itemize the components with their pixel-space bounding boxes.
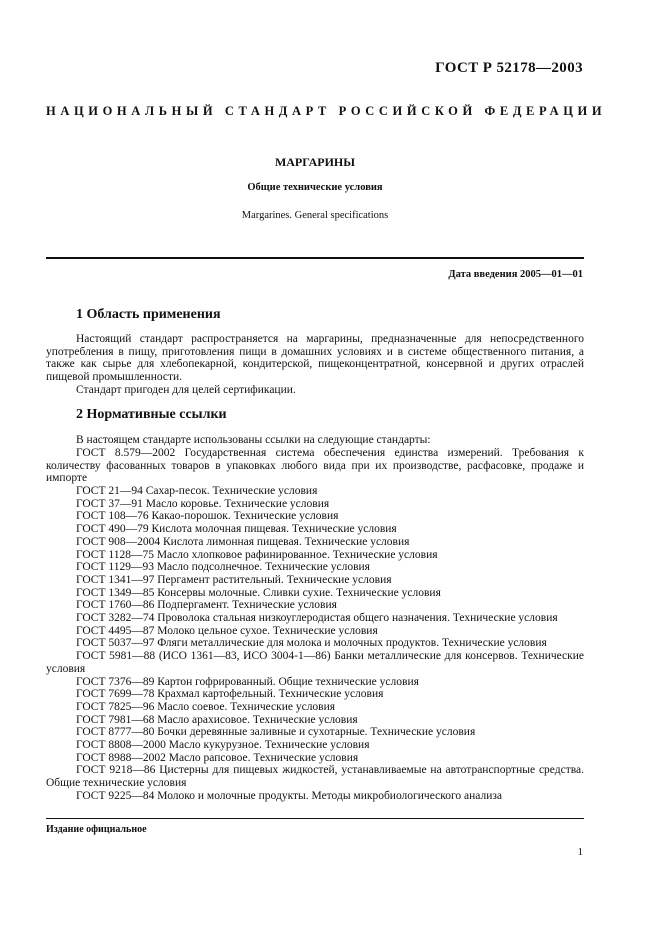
reference-item: ГОСТ 1128—75 Масло хлопковое рафинированное. Технические условия (76, 548, 438, 561)
section-heading-references: 2 Нормативные ссылки (76, 407, 227, 422)
footer-divider (46, 818, 584, 819)
reference-item: ГОСТ 8988—2002 Масло рапсовое. Технические условия (76, 751, 359, 764)
reference-item: ГОСТ 7699—78 Крахмал картофельный. Технические условия (76, 688, 384, 701)
reference-item: ГОСТ 9225—84 Молоко и молочные продукты. Методы микробиологического анализа (76, 789, 503, 802)
reference-item: ГОСТ 37—91 Масло коровье. Технические условия (76, 497, 330, 510)
reference-item: ГОСТ 7981—68 Масло арахисовое. Технические условия (76, 713, 358, 726)
reference-item: ГОСТ 8.579—2002 Государственная система обеспечения единства измерений. Требования к количеству фасованных товаров в упаковках любого вида при их производстве, расфасовке, продаже и импорте (46, 447, 584, 485)
reference-item: ГОСТ 7376—89 Картон гофрированный. Общие технические условия (76, 675, 419, 688)
introduction-date: Дата введения 2005—01—01 (448, 269, 583, 280)
page-number: 1 (577, 846, 583, 858)
scope-paragraph: Настоящий стандарт распространяется на маргарины, предназначенные для непосредственного употребления в пищу, приготовления пищи в домашних условиях и в системе общественного питания, а также как сырье для хлебопекарной, кондитерской, пищеконцентратной, консервной и других отраслей пищевой промышленности. (46, 333, 584, 384)
reference-item: ГОСТ 908—2004 Кислота лимонная пищевая. Технические условия (76, 535, 410, 548)
reference-item: ГОСТ 8808—2000 Масло кукурузное. Технические условия (76, 739, 370, 752)
reference-item: ГОСТ 108—76 Какао-порошок. Технические условия (76, 510, 339, 523)
references-list (46, 485, 584, 803)
reference-item: ГОСТ 5037—97 Фляги металлические для молока и молочных продуктов. Технические условия (76, 637, 547, 650)
references-intro: В настоящем стандарте использованы ссылки на следующие стандарты: (76, 434, 431, 446)
header-divider (46, 257, 584, 259)
reference-item: ГОСТ 1341—97 Пергамент растительный. Технические условия (76, 573, 392, 586)
reference-item: ГОСТ 1760—86 Подпергамент. Технические условия (76, 599, 337, 612)
document-title: МАРГАРИНЫ (274, 155, 356, 169)
reference-item: ГОСТ 490—79 Кислота молочная пищевая. Технические условия (76, 523, 397, 536)
reference-item: ГОСТ 4495—87 Молоко цельное сухое. Технические условия (76, 624, 378, 637)
document-title-english: Margarines. General specifications (241, 210, 389, 221)
certification-paragraph: Стандарт пригоден для целей сертификации. (76, 384, 296, 396)
document-code: ГОСТ Р 52178—2003 (435, 60, 583, 76)
reference-item: ГОСТ 1349—85 Консервы молочные. Сливки сухие. Технические условия (76, 586, 441, 599)
section-heading-scope: 1 Область применения (76, 307, 221, 322)
reference-item: ГОСТ 21—94 Сахар-песок. Технические условия (76, 485, 318, 497)
reference-item: ГОСТ 7825—96 Масло соевое. Технические условия (76, 700, 336, 713)
national-standard-banner: НАЦИОНАЛЬНЫЙ СТАНДАРТ РОССИЙСКОЙ ФЕДЕРАЦИИ (46, 104, 607, 118)
reference-item: ГОСТ 5981—88 (ИСО 1361—83, ИСО 3004-1—86) Банки металлические для консервов. Технические условия (46, 650, 584, 675)
reference-item: ГОСТ 8777—80 Бочки деревянные заливные и сухотарные. Технические условия (76, 726, 476, 739)
reference-item: ГОСТ 1129—93 Масло подсолнечное. Технические условия (76, 561, 370, 574)
document-subtitle: Общие технические условия (247, 182, 383, 193)
reference-item: ГОСТ 9218—86 Цистерны для пищевых жидкостей, устанавливаемые на автотранспортные средства. Общие технические условия (46, 764, 584, 790)
edition-note: Издание официальное (46, 824, 147, 835)
reference-item: ГОСТ 3282—74 Проволока стальная низкоуглеродистая общего назначения. Технические условия (76, 612, 558, 625)
